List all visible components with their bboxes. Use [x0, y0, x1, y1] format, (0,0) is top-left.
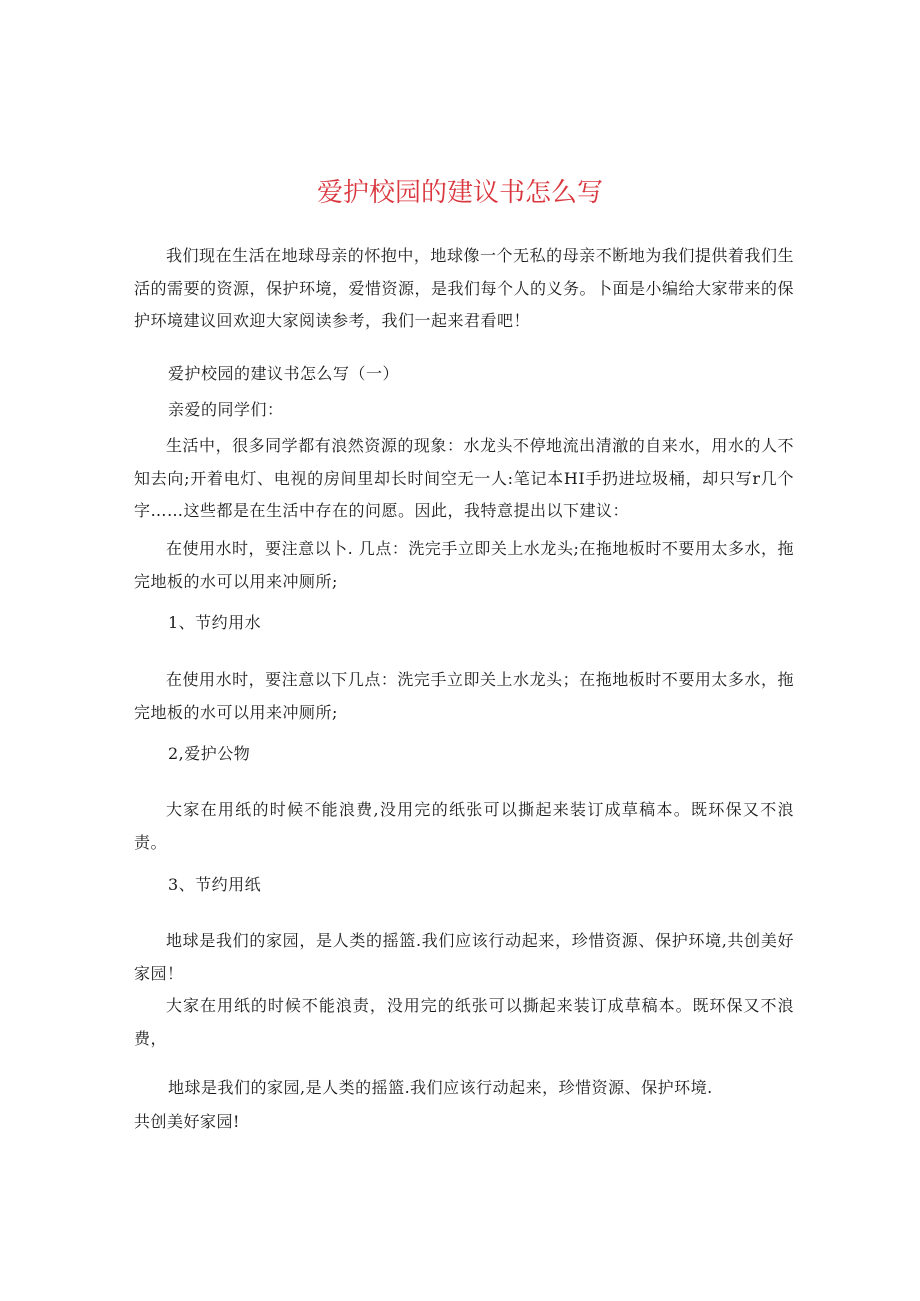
water-paragraph-1: 在使用水时，要注意以卜. 几点：洗完手立即关上水龙头;在拖地板时不要用太多水，拖完地板的水可以用来冲厕所;	[134, 539, 794, 591]
earth-paragraph-2-line-1: 地球是我们的家园,是人类的摇篮.我们应该行动起来，珍惜资源、保护环境.	[168, 1078, 713, 1097]
greeting: 亲爱的同学们：	[168, 400, 284, 419]
subtitle-1: 爱护校园的建议书怎么写（一）	[168, 364, 400, 383]
earth-paragraph-1: 地球是我们的家园，是人类的摇篮.我们应该行动起来，珍惜资源、保护环境,共创美好家园！	[134, 931, 794, 983]
heading-save-paper: 3、节约用纸	[168, 875, 262, 894]
intro-paragraph: 我们现在生活在地球母亲的怀抱中，地球像一个无私的母亲不断地为我们提供着我们生活的需要的资源，保护环境，爱惜资源，是我们每个人的义务。卜面是小编给大家带来的保护环境建议回欢迎大家阅读参考，我们一起来君看吧！	[134, 246, 795, 330]
paper-paragraph-2: 大家在用纸的时候不能浪责，没用完的纸张可以撕起来装订成草稿本。既环保又不浪费，	[134, 996, 794, 1048]
water-paragraph-2: 在使用水时，要注意以下几点：洗完手立即关上水龙头；在拖地板时不要用太多水，拖完地板的水可以用来冲厕所;	[134, 670, 794, 722]
document-title: 爱护校园的建议书怎么写	[316, 178, 603, 208]
paper-paragraph-1: 大家在用纸的时候不能浪费,没用完的纸张可以撕起来装订成草稿本。既环保又不浪责。	[134, 800, 794, 852]
phenomenon-paragraph: 生活中，很多同学都有浪然资源的现象：水龙头不停地流出清澈的自来水，用水的人不知去向;开着电灯、电视的房间里却长时间空无一人:笔记本HI手扔进垃圾桶，却只写r几个字……这些都是在生活中存在的问愿。因此，我特意提出以下建议：	[134, 436, 794, 520]
earth-paragraph-2-line-2: 共创美好家园!	[134, 1112, 240, 1131]
heading-protect-property: 2,爱护公物	[168, 744, 251, 763]
heading-save-water: 1、节约用水	[168, 613, 262, 632]
